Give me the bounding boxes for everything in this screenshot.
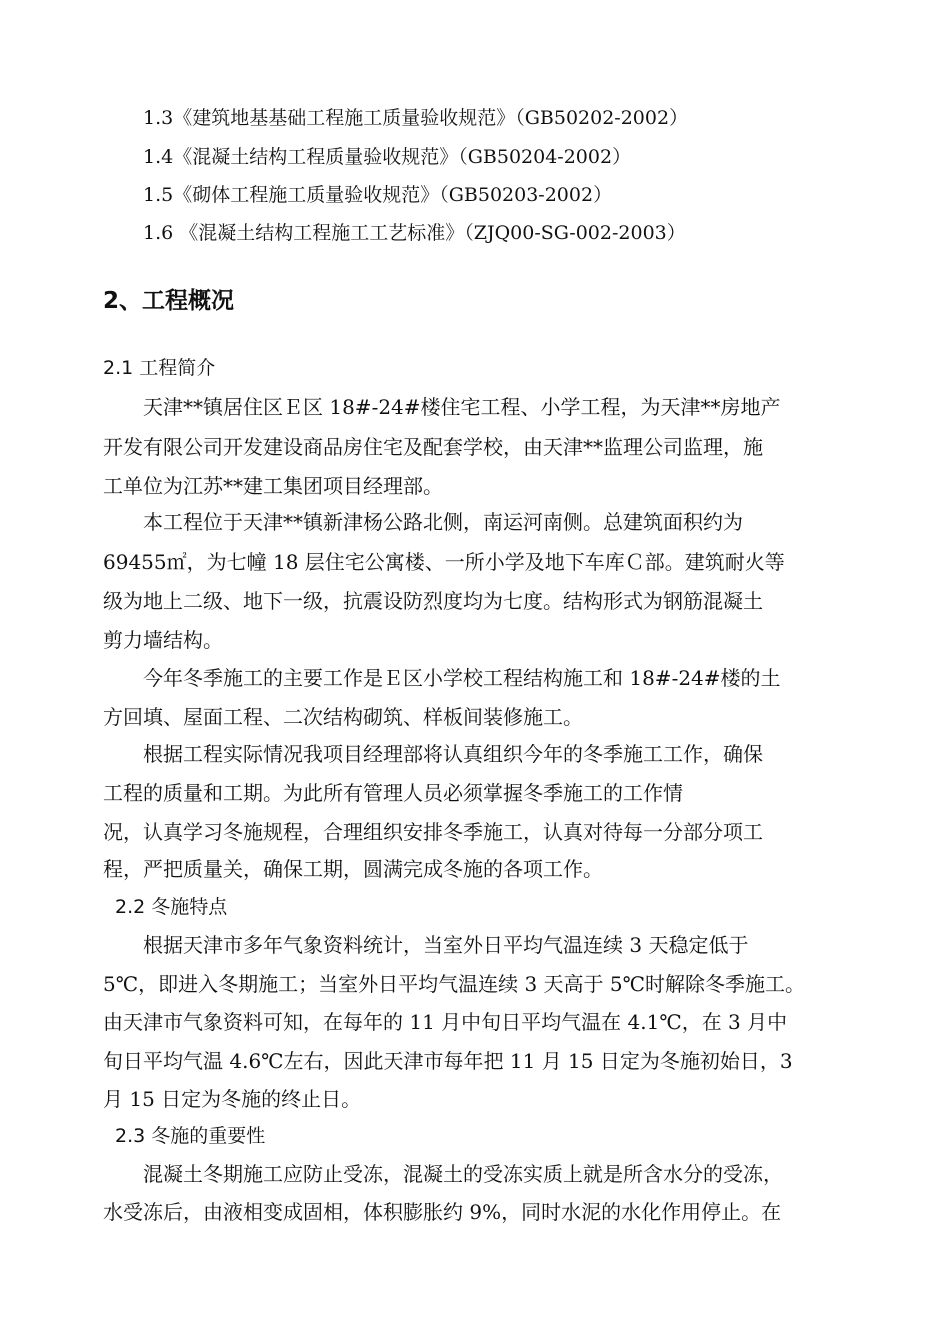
text-line: 工程的质量和工期。为此所有管理人员必须掌握冬季施工的工作情 [103, 781, 683, 805]
text-line: 今年冬季施工的主要工作是Ｅ区小学校工程结构施工和 18#-24#楼的土 [143, 666, 781, 690]
reference-item: 1.4《混凝土结构工程质量验收规范》（GB50204-2002） [143, 146, 632, 168]
text-line: 程，严把质量关，确保工期，圆满完成冬施的各项工作。 [103, 857, 603, 881]
subsection-heading: 2.1 工程简介 [103, 357, 216, 379]
text-line: 剪力墙结构。 [103, 628, 223, 652]
text-line: 况，认真学习冬施规程，合理组织安排冬季施工，认真对待每一分部分项工 [103, 820, 763, 844]
subsection-heading: 2.3 冬施的重要性 [115, 1125, 266, 1147]
text-line: 根据天津市多年气象资料统计，当室外日平均气温连续 3 天稳定低于 [143, 933, 749, 957]
text-line: 水受冻后，由液相变成固相，体积膨胀约 9%，同时水泥的水化作用停止。在 [103, 1200, 782, 1224]
text-line: 开发有限公司开发建设商品房住宅及配套学校，由天津**监理公司监理，施 [103, 435, 763, 459]
text-line: 级为地上二级、地下一级，抗震设防烈度均为七度。结构形式为钢筋混凝土 [103, 589, 763, 613]
text-line: 方回填、屋面工程、二次结构砌筑、样板间装修施工。 [103, 705, 583, 729]
subsection-heading: 2.2 冬施特点 [115, 896, 228, 918]
text-line: 混凝土冬期施工应防止受冻，混凝土的受冻实质上就是所含水分的受冻， [143, 1162, 783, 1186]
reference-item: 1.5《砌体工程施工质量验收规范》（GB50203-2002） [143, 184, 613, 206]
text-line: 工单位为江苏**建工集团项目经理部。 [103, 474, 443, 498]
text-line: 旬日平均气温 4.6℃左右，因此天津市每年把 11 月 15 日定为冬施初始日，3 [103, 1049, 793, 1073]
text-line: 由天津市气象资料可知，在每年的 11 月中旬日平均气温在 4.1℃，在 3 月中 [103, 1010, 788, 1034]
text-line: 5℃，即进入冬期施工；当室外日平均气温连续 3 天高于 5℃时解除冬季施工。 [103, 972, 805, 996]
section-heading: 2、工程概况 [103, 288, 235, 314]
reference-item: 1.3《建筑地基基础工程施工质量验收规范》（GB50202-2002） [143, 107, 689, 129]
text-line: 本工程位于天津**镇新津杨公路北侧，南运河南侧。总建筑面积约为 [143, 510, 743, 534]
reference-item: 1.6 《混凝土结构工程施工工艺标准》（ZJQ00-SG-002-2003） [143, 222, 686, 244]
text-line: 根据工程实际情况我项目经理部将认真组织今年的冬季施工工作，确保 [143, 742, 763, 766]
text-line: 69455㎡，为七幢 18 层住宅公寓楼、一所小学及地下车库Ｃ部。建筑耐火等 [103, 550, 785, 574]
text-line: 天津**镇居住区Ｅ区 18#-24#楼住宅工程、小学工程，为天津**房地产 [143, 395, 781, 419]
text-line: 月 15 日定为冬施的终止日。 [103, 1087, 362, 1111]
